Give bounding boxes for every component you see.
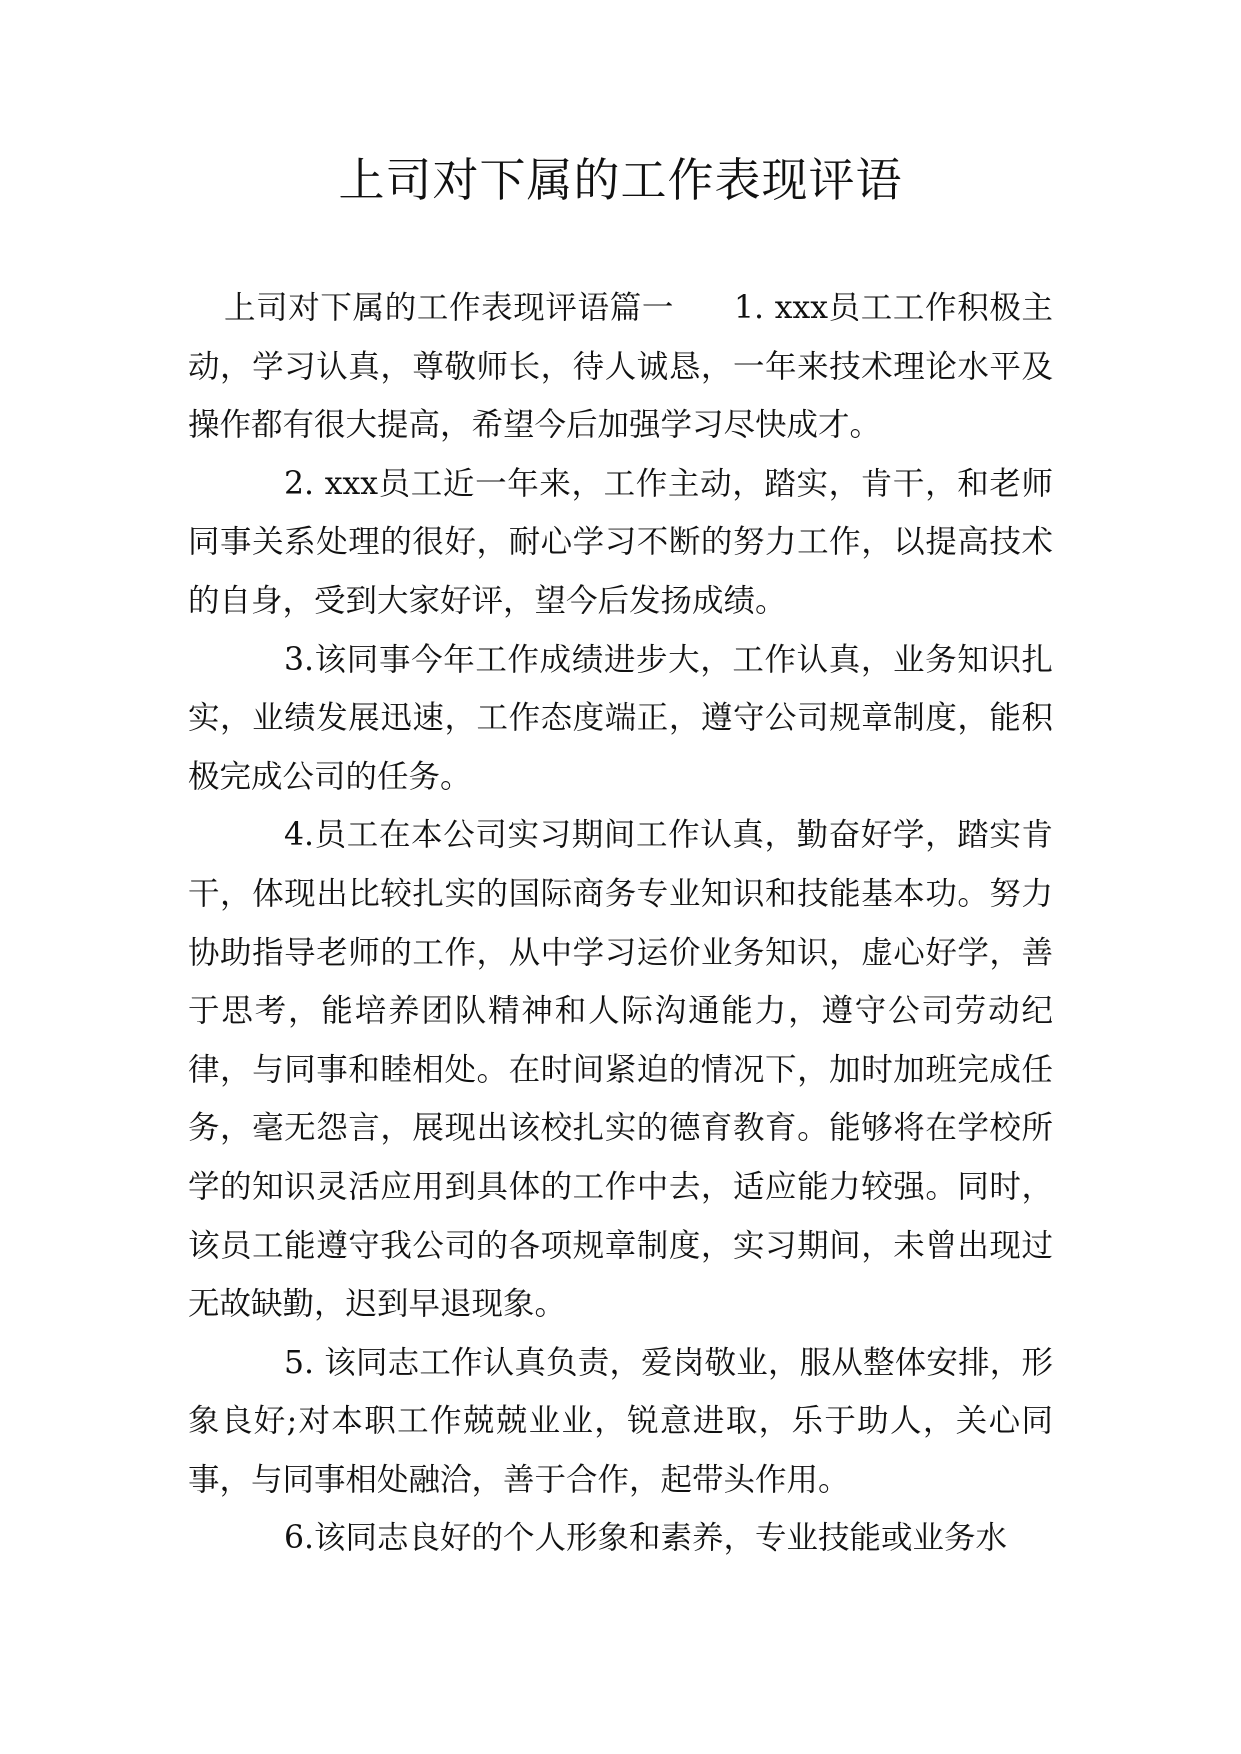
- paragraph-6: 6.该同志良好的个人形象和素养，专业技能或业务水: [284, 1520, 1008, 1557]
- document-body: [188, 279, 1053, 1568]
- paragraph-1: [188, 279, 1053, 455]
- paragraph-3: 3.该同事今年工作成绩进步大，工作认真，业务知识扎实，业绩发展迅速，工作态度端正，遵守公司规章制度，能积极完成公司的任务。: [188, 641, 1053, 795]
- paragraph-4: 4.员工在本公司实习期间工作认真，勤奋好学，踏实肯干，体现出比较扎实的国际商务专业知识和技能基本功。努力协助指导老师的工作，从中学习运价业务知识，虚心好学，善于思考，能培养团队精神和人际沟通能力，遵守公司劳动纪律，与同事和睦相处。在时间紧迫的情况下，加时加班完成任务，毫无怨言，展现出该校扎实的德育教育。能够将在学校所学的知识灵活应用到具体的工作中去，适应能力较强。同时，该员工能遵守我公司的各项规章制度，实习期间，未曾出现过无故缺勤，迟到早退现象。: [188, 817, 1053, 1323]
- paragraph-5: 5. 该同志工作认真负责，爱岗敬业，服从整体安排，形象良好;对本职工作兢兢业业，锐意进取，乐于助人，关心同事，与同事相处融洽，善于合作，起带头作用。: [188, 1344, 1053, 1498]
- document-title: 上司对下属的工作表现评语: [338, 153, 903, 207]
- intro-heading: 上司对下属的工作表现评语篇一: [224, 290, 674, 326]
- paragraph-2: 2. xxx员工近一年来，工作主动，踏实，肯干，和老师同事关系处理的很好，耐心学习不断的努力工作，以提高技术的自身，受到大家好评，望今后发扬成绩。: [188, 465, 1053, 619]
- paragraph-1-text: 1. xxx员工工作积极主动，学习认真，尊敬师长，待人诚恳，一年来技术理论水平及操作都有很大提高，希望今后加强学习尽快成才。: [188, 290, 1053, 444]
